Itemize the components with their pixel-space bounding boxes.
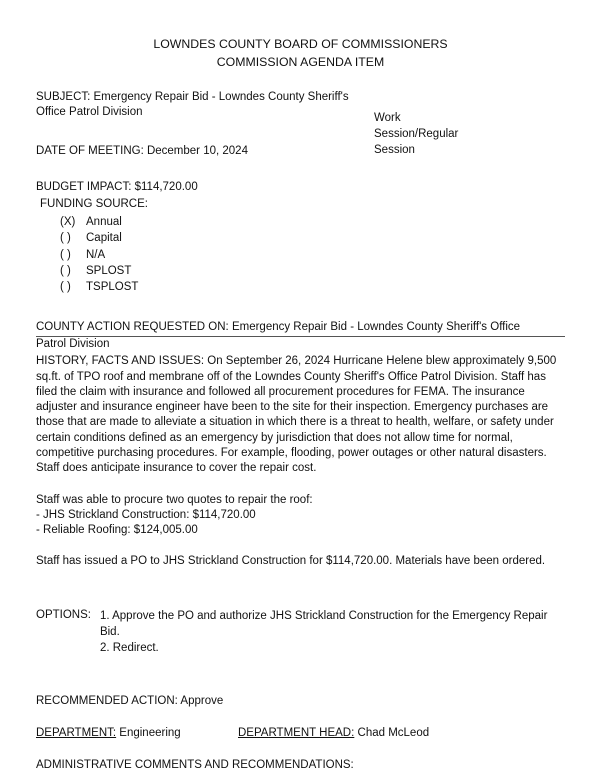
county-action-line2: Patrol Division (36, 337, 110, 350)
option-1: 1. Approve the PO and authorize JHS Strickland Construction for the Emergency Repair Bid. (99, 609, 548, 638)
funding-checkbox-annual: (X) (60, 216, 76, 229)
county-action-line1: COUNTY ACTION REQUESTED ON: Emergency Repair Bid - Lowndes County Sheriff's Office (36, 320, 565, 337)
budget-impact-line: BUDGET IMPACT: $114,720.00 (36, 180, 198, 193)
funding-checkbox-na: ( ) (60, 248, 71, 261)
options-section (36, 608, 565, 656)
session-type: Work Session/Regular Session (374, 112, 459, 157)
subject-line: SUBJECT: Emergency Repair Bid - Lowndes County Sheriff's Office Patrol Division (36, 90, 349, 118)
options-items (100, 608, 565, 656)
administrative-comments-label: ADMINISTRATIVE COMMENTS AND RECOMMENDATIONS: (36, 759, 354, 772)
department-head-label: DEPARTMENT HEAD: (238, 727, 355, 740)
history-facts-issues: HISTORY, FACTS AND ISSUES: On September 26, 2024 Hurricane Helene blew approximately 9,500 sq.ft. of TPO roof and membrane off of the Lowndes County Sheriff's Office Patrol Division. Staff has filed the claim with insurance and followed all procurement procedures for FEMA. The insurance adjuster and insurance engineer have been to the site for their inspection. Emergency purchases are those that are made to alleviate a situation in which there is a threat to health, welfare, or safety under certain conditions defined as an emergency by jurisdiction that does not allow time for normal, competitive purchasing procedures. For example, flooding, power outages or other natural disasters. Staff does anticipate insurance to cover the repair cost. (36, 355, 557, 475)
options-label: OPTIONS: (36, 608, 91, 621)
recommended-action-line: RECOMMENDED ACTION: Approve (36, 694, 224, 707)
quote-item-jhs: - JHS Strickland Construction: $114,720.00 (36, 508, 256, 521)
date-of-meeting-line: DATE OF MEETING: December 10, 2024 (36, 145, 248, 158)
header-title-line1: LOWNDES COUNTY BOARD OF COMMISSIONERS (153, 37, 448, 51)
department-head-field (238, 726, 429, 741)
option-2: 2. Redirect. (99, 641, 159, 654)
funding-option-tsplost (36, 279, 565, 295)
department-head-value: Chad McLeod (354, 727, 430, 740)
county-action-section (36, 320, 565, 353)
department-value: Engineering (116, 727, 181, 740)
po-issued-note: Staff has issued a PO to JHS Strickland Construction for $114,720.00. Materials have been ordered. (36, 555, 546, 568)
header-title-line2: COMMISSION AGENDA ITEM (216, 54, 385, 69)
funding-option-annual (36, 214, 565, 230)
document-header (36, 36, 565, 72)
funding-option-label: Annual (86, 216, 122, 229)
funding-option-label: N/A (86, 248, 106, 261)
department-row (36, 726, 565, 741)
funding-checkbox-capital: ( ) (60, 232, 71, 245)
department-field (36, 726, 238, 741)
quotes-section (36, 493, 565, 539)
quote-item-reliable: - Reliable Roofing: $124,005.00 (36, 524, 198, 537)
funding-checkbox-splost: ( ) (60, 265, 71, 278)
funding-option-splost (36, 263, 565, 279)
funding-option-capital (36, 230, 565, 246)
funding-option-na (36, 247, 565, 263)
funding-option-label: Capital (86, 232, 122, 245)
funding-source-list (36, 214, 565, 296)
funding-option-label: TSPLOST (86, 281, 139, 294)
quotes-intro: Staff was able to procure two quotes to repair the roof: (36, 493, 313, 506)
department-label: DEPARTMENT: (36, 727, 117, 740)
funding-source-label: FUNDING SOURCE: (40, 197, 148, 210)
funding-option-label: SPLOST (86, 265, 132, 278)
funding-checkbox-tsplost: ( ) (60, 281, 71, 294)
